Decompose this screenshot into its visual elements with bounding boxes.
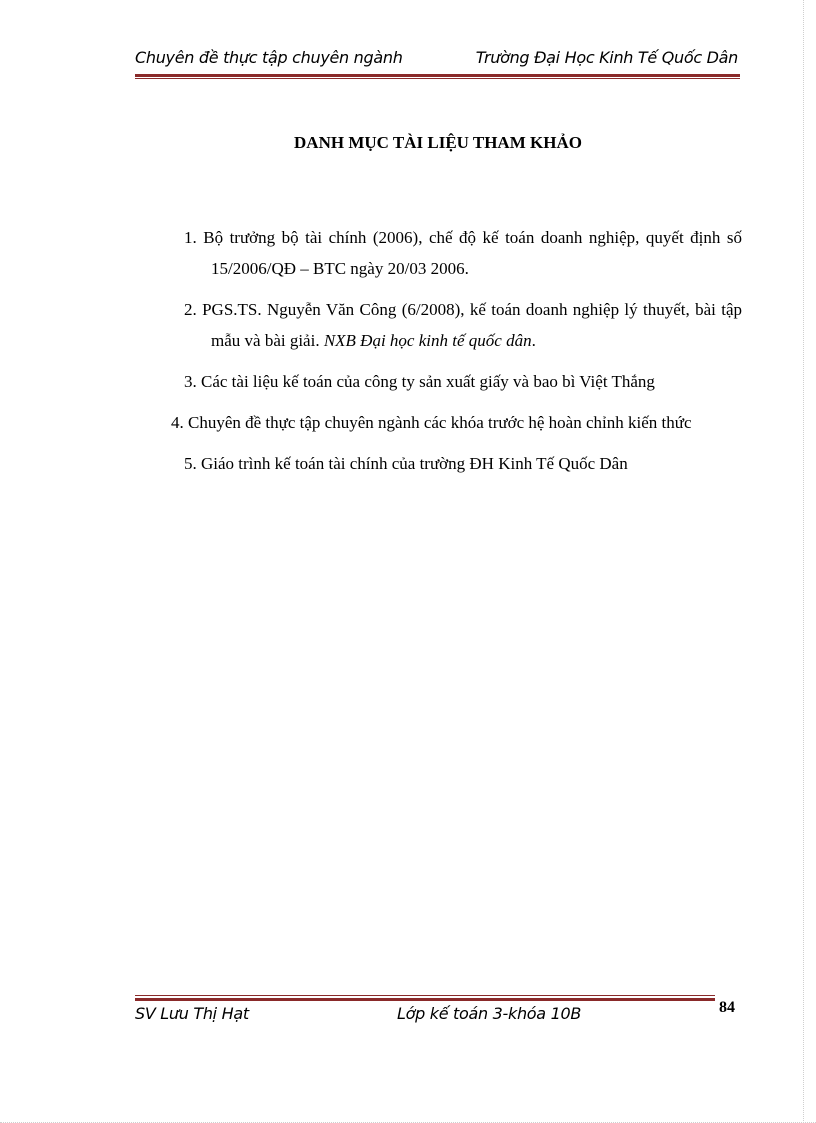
header-rule — [135, 74, 740, 77]
reference-item: 3. Các tài liệu kế toán của công ty sản xuất giấy và bao bì Việt Thắng — [184, 372, 655, 391]
reference-text: 2. PGS.TS. Nguyễn Văn Công (6/2008), kế toán doanh nghiệp lý thuyết, bài tập mẫu và bài giải. — [184, 300, 742, 350]
footer-rule — [135, 998, 715, 1001]
page-edge-right — [803, 0, 804, 1123]
footer-student-name: SV Lưu Thị Hạt — [135, 1004, 249, 1023]
page-number: 84 — [719, 999, 735, 1016]
header-rule-thin — [135, 78, 740, 79]
reference-item — [184, 294, 742, 356]
reference-publisher: NXB Đại học kinh tế quốc dân — [323, 331, 532, 350]
page-header — [135, 48, 740, 72]
reference-item: 5. Giáo trình kế toán tài chính của trường ĐH Kinh Tế Quốc Dân — [184, 454, 628, 473]
reference-item: 4. Chuyên đề thực tập chuyên ngành các khóa trước hệ hoàn chỉnh kiến thức — [171, 413, 692, 432]
reference-suffix: . — [531, 331, 536, 350]
reference-item: 1. Bộ trưởng bộ tài chính (2006), chế độ kế toán doanh nghiệp, quyết định số 15/2006/QĐ – BTC ngày 20/03 2006. — [184, 228, 742, 278]
header-right-text: Trường Đại Học Kinh Tế Quốc Dân — [475, 48, 738, 67]
footer-class: Lớp kế toán 3-khóa 10B — [397, 1004, 582, 1023]
header-left-text: Chuyên đề thực tập chuyên ngành — [135, 48, 403, 67]
page-title: DANH MỤC TÀI LIỆU THAM KHẢO — [294, 133, 582, 152]
footer-rule-thin — [135, 995, 715, 996]
reference-list — [171, 222, 742, 489]
